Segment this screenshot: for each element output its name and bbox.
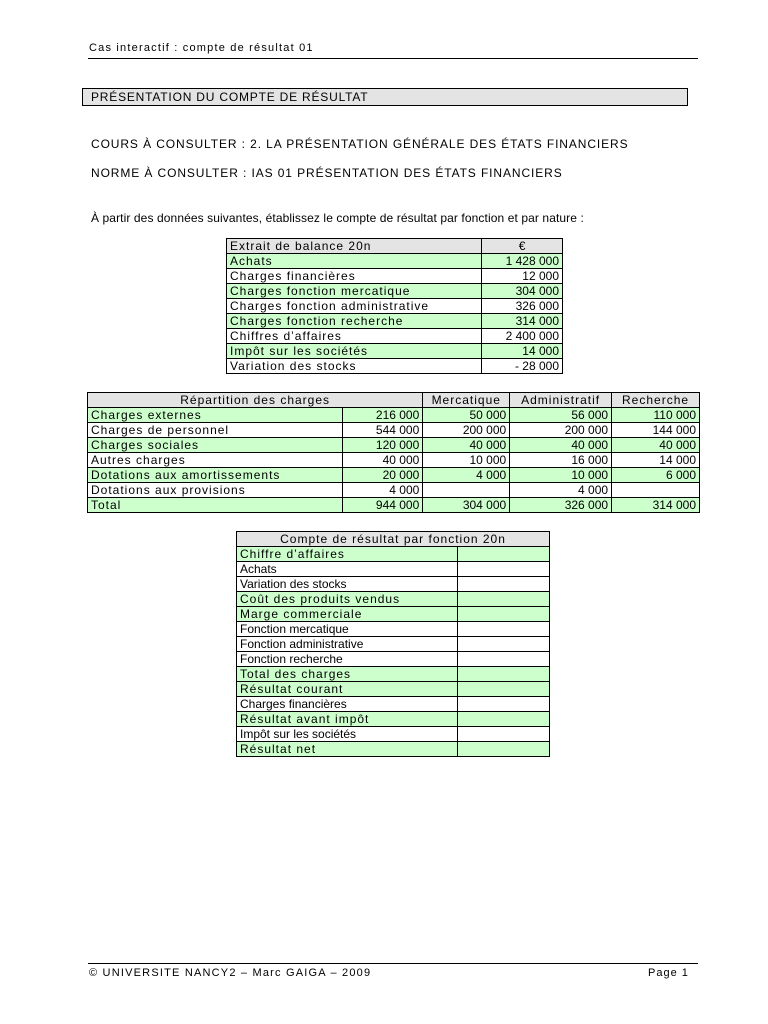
empty-amount-cell [457,562,549,577]
table-row [227,344,563,359]
table-row [237,547,550,562]
empty-amount-cell [457,577,549,592]
row-value: 1 428 000 [482,254,563,269]
norme-reference: NORME À CONSULTER : IAS 01 PRÉSENTATION DES ÉTATS FINANCIERS [91,166,563,180]
section-title: PRÉSENTATION DU COMPTE DE RÉSULTAT [82,88,688,106]
table-row [237,727,550,742]
table-row [237,667,550,682]
table-row [237,652,550,667]
total-value: 4 000 [342,483,423,498]
empty-amount-cell [457,637,549,652]
column-header: Mercatique [423,393,510,408]
repartition-table [87,392,700,513]
mercatique-value: 200 000 [423,423,510,438]
empty-amount-cell [457,592,549,607]
empty-amount-cell [457,742,549,757]
table-row [237,682,550,697]
table-row [227,359,563,374]
row-label: Variation des stocks [237,577,458,592]
table-row [88,453,700,468]
empty-amount-cell [457,547,549,562]
row-label: Coût des produits vendus [237,592,458,607]
administratif-value: 10 000 [510,468,612,483]
row-label: Résultat courant [237,682,458,697]
row-value: 314 000 [482,314,563,329]
row-label: Charges externes [88,408,343,423]
recherche-value: 110 000 [612,408,700,423]
empty-amount-cell [457,712,549,727]
table-row [227,314,563,329]
table-row [237,697,550,712]
row-label: Variation des stocks [227,359,482,374]
row-label: Chiffres d’affaires [227,329,482,344]
table-row [227,269,563,284]
row-label: Achats [237,562,458,577]
total-value: 216 000 [342,408,423,423]
row-label: Charges financières [227,269,482,284]
mercatique-value: 10 000 [423,453,510,468]
mercatique-value: 40 000 [423,438,510,453]
row-label: Résultat avant impôt [237,712,458,727]
table-row [237,607,550,622]
row-label: Charges financières [237,697,458,712]
table-header-row [237,532,550,547]
row-label: Charges fonction mercatique [227,284,482,299]
recherche-value [612,483,700,498]
table-row [227,284,563,299]
row-value: - 28 000 [482,359,563,374]
row-label: Résultat net [237,742,458,757]
mercatique-value: 4 000 [423,468,510,483]
total-value: 544 000 [342,423,423,438]
row-label: Total des charges [237,667,458,682]
column-header: Administratif [510,393,612,408]
administratif-value: 16 000 [510,453,612,468]
row-label: Total [88,498,343,513]
empty-amount-cell [457,667,549,682]
table-row [88,498,700,513]
total-value: 120 000 [342,438,423,453]
recherche-value: 144 000 [612,423,700,438]
administratif-value: 326 000 [510,498,612,513]
row-label: Impôt sur les sociétés [237,727,458,742]
balance-table [226,238,563,374]
total-value: 944 000 [342,498,423,513]
resultat-table [236,531,550,757]
empty-amount-cell [457,652,549,667]
table-row [237,622,550,637]
footer-copyright: © UNIVERSITE NANCY2 – Marc GAIGA – 2009 [89,967,372,979]
table-row [237,742,550,757]
mercatique-value: 50 000 [423,408,510,423]
row-label: Dotations aux amortissements [88,468,343,483]
column-header: Recherche [612,393,700,408]
recherche-value: 6 000 [612,468,700,483]
cours-reference: COURS À CONSULTER : 2. LA PRÉSENTATION GÉNÉRALE DES ÉTATS FINANCIERS [91,137,629,151]
table-row [237,562,550,577]
empty-amount-cell [457,697,549,712]
instructions: À partir des données suivantes, établissez le compte de résultat par fonction et par nature : [91,211,584,225]
administratif-value: 40 000 [510,438,612,453]
footer-rule [88,963,698,964]
empty-amount-cell [457,622,549,637]
row-label: Charges fonction administrative [227,299,482,314]
mercatique-value: 304 000 [423,498,510,513]
row-label: Fonction administrative [237,637,458,652]
table-row [237,712,550,727]
table-row [237,592,550,607]
recherche-value: 14 000 [612,453,700,468]
row-label: Achats [227,254,482,269]
total-value: 40 000 [342,453,423,468]
table-row [227,254,563,269]
table-row [227,299,563,314]
row-value: 14 000 [482,344,563,359]
row-value: 12 000 [482,269,563,284]
empty-amount-cell [457,727,549,742]
empty-amount-cell [457,682,549,697]
column-header: € [482,239,563,254]
recherche-value: 314 000 [612,498,700,513]
table-header-row [227,239,563,254]
table-row [88,468,700,483]
table-header-row [88,393,700,408]
table-row [88,483,700,498]
table-row [227,329,563,344]
row-label: Dotations aux provisions [88,483,343,498]
table-row [88,423,700,438]
row-value: 326 000 [482,299,563,314]
row-value: 2 400 000 [482,329,563,344]
table-row [88,438,700,453]
recherche-value: 40 000 [612,438,700,453]
row-label: Chiffre d’affaires [237,547,458,562]
row-value: 304 000 [482,284,563,299]
column-header: Compte de résultat par fonction 20n [237,532,550,547]
total-value: 20 000 [342,468,423,483]
header-rule [88,58,698,59]
table-row [237,577,550,592]
mercatique-value [423,483,510,498]
row-label: Charges de personnel [88,423,343,438]
row-label: Charges sociales [88,438,343,453]
row-label: Charges fonction recherche [227,314,482,329]
empty-amount-cell [457,607,549,622]
administratif-value: 4 000 [510,483,612,498]
row-label: Fonction mercatique [237,622,458,637]
row-label: Autres charges [88,453,343,468]
page-number: Page 1 [648,967,689,979]
column-header: Répartition des charges [88,393,423,408]
row-label: Marge commerciale [237,607,458,622]
running-header: Cas interactif : compte de résultat 01 [89,42,314,54]
administratif-value: 56 000 [510,408,612,423]
row-label: Fonction recherche [237,652,458,667]
table-row [88,408,700,423]
table-row [237,637,550,652]
column-header: Extrait de balance 20n [227,239,482,254]
administratif-value: 200 000 [510,423,612,438]
row-label: Impôt sur les sociétés [227,344,482,359]
